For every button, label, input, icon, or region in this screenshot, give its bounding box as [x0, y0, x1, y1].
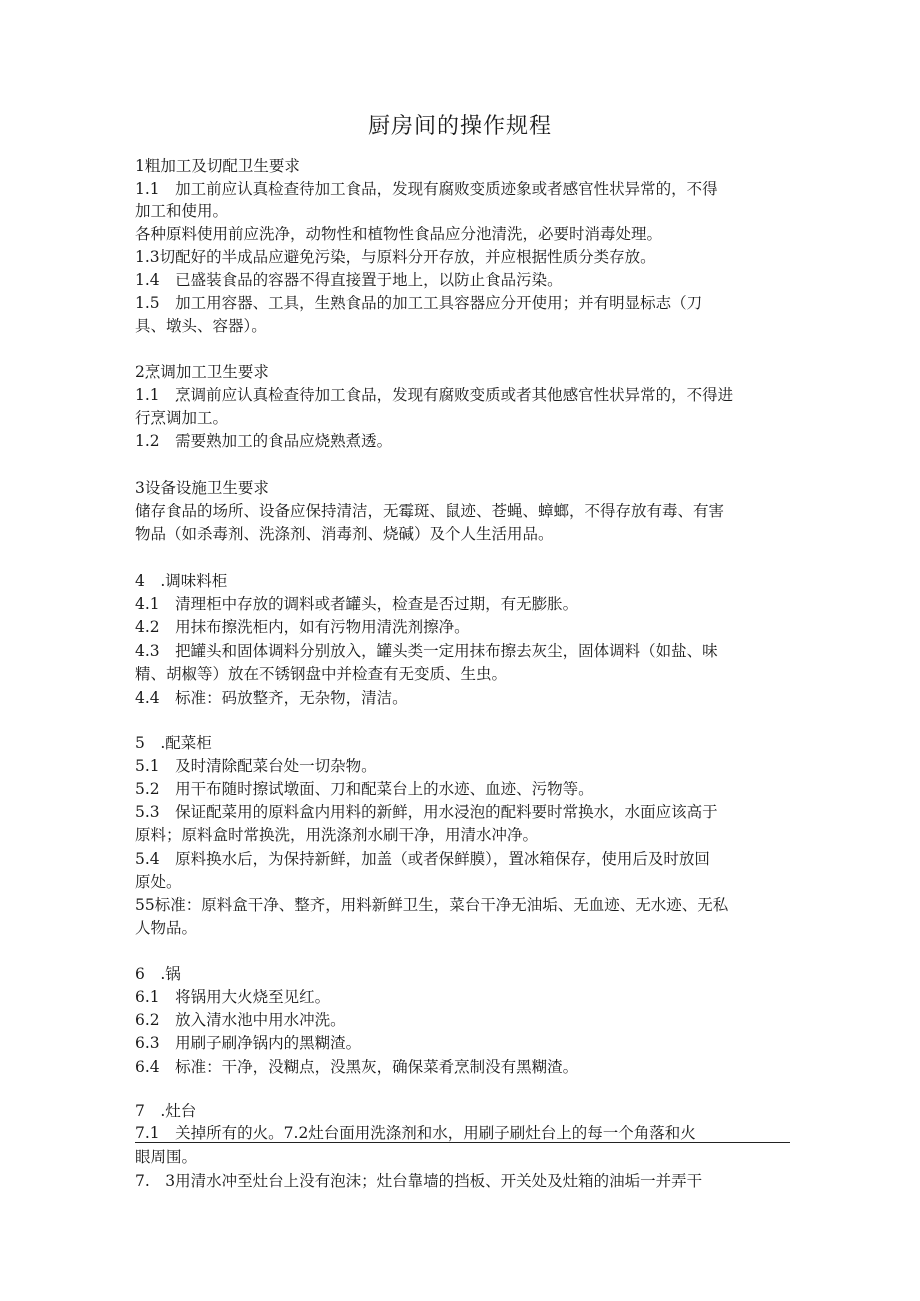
paragraph-line: 原处。 — [135, 873, 182, 891]
section-heading: 5 .配菜柜 — [135, 734, 212, 752]
paragraph-line: 1.1 烹调前应认真检查待加工食品，发现有腐败变质或者其他感官性状异常的，不得进 — [135, 386, 734, 404]
section-heading: 1粗加工及切配卫生要求 — [135, 157, 300, 175]
paragraph-line: 5.1 及时清除配菜台处一切杂物。 — [135, 757, 377, 775]
paragraph-line: 7. 3用清水冲至灶台上没有泡沫；灶台靠墙的挡板、开关处及灶箱的油垢一并弄干 — [135, 1172, 703, 1190]
paragraph-line: 具、墩头、容器）。 — [135, 317, 267, 335]
paragraph-line: 55标准：原料盒干净、整齐，用料新鲜卫生，菜台干净无油垢、无血迹、无水迹、无私 — [135, 896, 729, 914]
paragraph-line: 1.1 加工前应认真检查待加工食品，发现有腐败变质迹象或者感官性状异常的，不得 — [135, 180, 718, 198]
paragraph-line: 加工和使用。 — [135, 202, 229, 220]
paragraph-line: 1.2 需要熟加工的食品应烧熟煮透。 — [135, 432, 393, 450]
paragraph-line: 物品（如杀毒剂、洗涤剂、消毒剂、烧碱）及个人生活用品。 — [135, 525, 554, 543]
paragraph-line: 5.3 保证配菜用的原料盒内用料的新鲜，用水浸泡的配料要时常换水，水面应该高于 — [135, 803, 718, 821]
paragraph-line: 储存食品的场所、设备应保持清洁，无霉斑、鼠迹、苍蝇、蟑螂，不得存放有毒、有害 — [135, 502, 725, 520]
paragraph-line: 6.1 将锅用大火烧至见红。 — [135, 988, 331, 1006]
section-heading: 3设备设施卫生要求 — [135, 479, 269, 497]
paragraph-line: 1.3切配好的半成品应避免污染，与原料分开存放，并应根据性质分类存放。 — [135, 248, 656, 266]
paragraph-line: 6.3 用刷子刷净锅内的黑糊渣。 — [135, 1034, 362, 1052]
paragraph-line: 4.2 用抹布擦洗柜内，如有污物用清洗剂擦净。 — [135, 618, 470, 636]
paragraph-line: 5.2 用干布随时擦试墩面、刀和配菜台上的水迹、血迹、污物等。 — [135, 780, 594, 798]
underline-rule — [135, 1142, 790, 1143]
paragraph-line: 行烹调加工。 — [135, 409, 229, 427]
paragraph-line: 4.3 把罐头和固体调料分别放入，罐头类一定用抹布擦去灰尘，固体调料（如盐、味 — [135, 642, 718, 660]
section-heading: 6 .锅 — [135, 965, 181, 983]
paragraph-line: 1.4 已盛装食品的容器不得直接置于地上，以防止食品污染。 — [135, 271, 563, 289]
paragraph-line: 6.2 放入清水池中用水冲洗。 — [135, 1011, 346, 1029]
paragraph-line: 5.4 原料换水后，为保持新鲜，加盖（或者保鲜膜），置冰箱保存，使用后及时放回 — [135, 850, 710, 868]
paragraph-line: 人物品。 — [135, 919, 198, 937]
paragraph-line: 眼周围。 — [135, 1148, 198, 1166]
paragraph-line: 1.5 加工用容器、工具，生熟食品的加工工具容器应分开使用；并有明显标志（刀 — [135, 294, 703, 312]
paragraph-line: 7.1 关掉所有的火。7.2灶台面用洗涤剂和水，用刷子刷灶台上的每一个角落和火 — [135, 1124, 696, 1142]
section-heading: 2烹调加工卫生要求 — [135, 363, 269, 381]
section-heading: 7 .灶台 — [135, 1102, 197, 1120]
paragraph-line: 6.4 标准：干净，没糊点，没黑灰，确保菜肴烹制没有黑糊渣。 — [135, 1058, 579, 1076]
paragraph-line: 各种原料使用前应洗净，动物性和植物性食品应分池清洗，必要时消毒处理。 — [135, 225, 663, 243]
page-title: 厨房间的操作规程 — [367, 114, 552, 139]
paragraph-line: 精、胡椒等）放在不锈钢盘中并检查有无变质、生虫。 — [135, 665, 508, 683]
paragraph-line: 原料；原料盒时常换洗，用洗涤剂水刷干净，用清水冲净。 — [135, 826, 539, 844]
paragraph-line: 4.1 清理柜中存放的调料或者罐头，检查是否过期，有无膨胀。 — [135, 595, 579, 613]
paragraph-line: 4.4 标准：码放整齐，无杂物，清洁。 — [135, 689, 408, 707]
section-heading: 4 .调味料柜 — [135, 572, 228, 590]
